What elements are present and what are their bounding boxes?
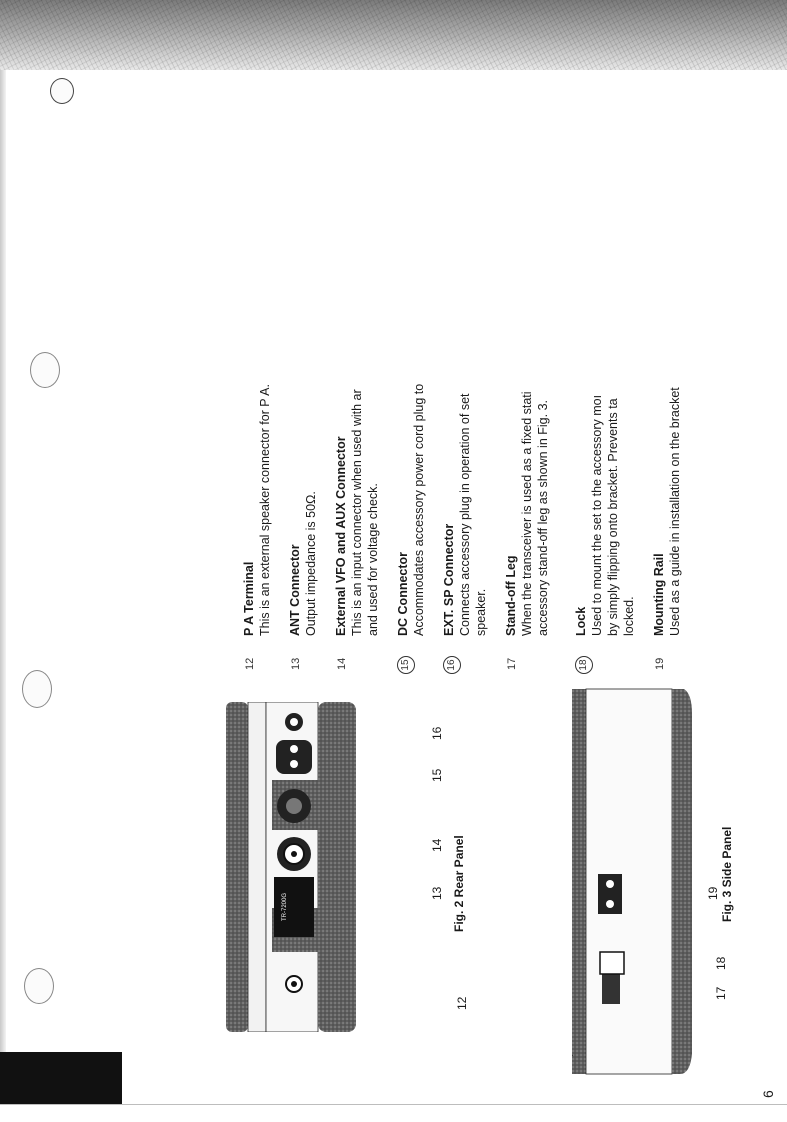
item-13-title: ANT Connector	[288, 544, 302, 636]
item-14-title: External VFO and AUX Connector	[334, 436, 348, 636]
fig2-callout-13: 13	[430, 886, 444, 900]
item-16-line-2: speaker.	[474, 588, 488, 636]
item-14-number: 14	[336, 657, 348, 670]
item-13-line: Output impedance is 50Ω.	[304, 491, 318, 636]
fig2-caption: Fig. 2 Rear Panel	[452, 835, 466, 932]
item-15-number: 15	[397, 656, 415, 674]
side-panel-drawing	[572, 684, 692, 1084]
item-16-title: EXT. SP Connector	[442, 523, 456, 636]
item-18-line-1: Used to mount the set to the accessory moı	[590, 394, 604, 636]
fig3-callout-18: 18	[714, 956, 728, 970]
panel-model-label: TR-7200G	[282, 892, 288, 922]
item-17-line-1: When the transceiver is used as a fixed stati	[520, 391, 534, 636]
item-14-line-1: This is an input connector when used with ar	[350, 389, 364, 636]
item-18-line-3: locked.	[622, 596, 636, 636]
item-17-number: 17	[506, 657, 518, 670]
fig2-rear-panel	[226, 702, 356, 1032]
fig2-callout-16: 16	[430, 726, 444, 740]
item-19-line: Used as a guide in installation on the bracket	[668, 387, 682, 636]
item-19-title: Mounting Rail	[652, 553, 666, 636]
fig3-side-panel	[572, 684, 692, 1084]
item-14-line-2: and used for voltage check.	[366, 483, 380, 636]
item-18-title: Lock	[574, 606, 588, 636]
fig2-callout-12: 12	[455, 996, 469, 1010]
page-number: 6	[760, 1090, 776, 1098]
fig3-callout-17: 17	[714, 986, 728, 1000]
fig3-caption: Fig. 3 Side Panel	[720, 826, 734, 922]
fig2-callout-14: 14	[430, 838, 444, 852]
rear-panel-drawing	[226, 702, 356, 1032]
item-16-number: 16	[443, 656, 461, 674]
item-18-number: 18	[575, 656, 593, 674]
item-15-title: DC Connector	[396, 551, 410, 636]
item-12-title: P A Terminal	[242, 561, 256, 636]
item-17-line-2: accessory stand-off leg as shown in Fig. 3.	[536, 400, 550, 636]
item-18-line-2: by simply flipping onto bracket. Prevents ta	[606, 398, 620, 636]
item-15-line: Accommodates accessory power cord plug to	[412, 383, 426, 636]
fig2-callout-15: 15	[430, 768, 444, 782]
item-16-line-1: Connects accessory plug in operation of set	[458, 393, 472, 636]
item-12-line: This is an external speaker connector for P A.	[258, 384, 272, 636]
item-17-title: Stand-off Leg	[504, 555, 518, 636]
item-19-number: 19	[654, 657, 666, 670]
item-12-number: 12	[244, 657, 256, 670]
fig3-callout-19: 19	[706, 886, 720, 900]
item-13-number: 13	[290, 657, 302, 670]
